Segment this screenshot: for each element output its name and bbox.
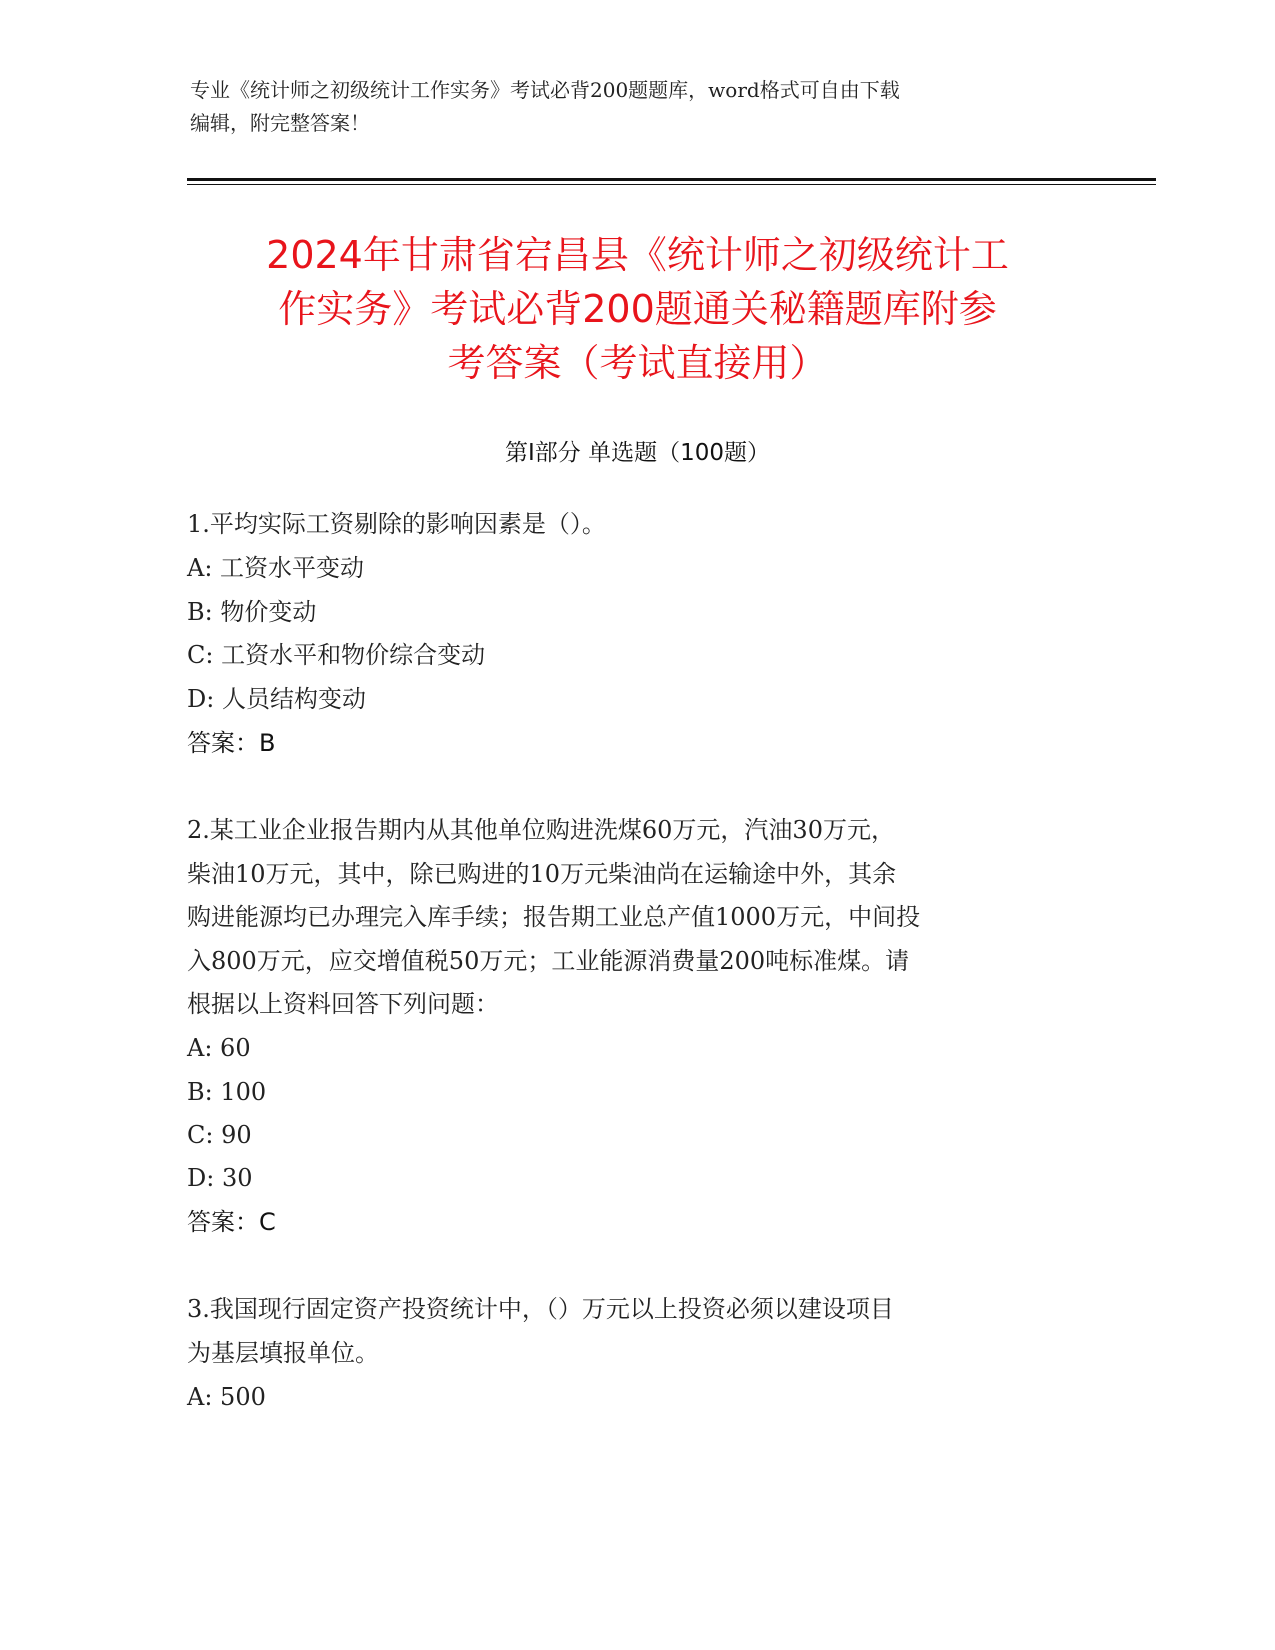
question-2-text-line-1: 2.某工业企业报告期内从其他单位购进洗煤60万元，汽油30万元， [187,816,895,844]
question-2-option-b: B: 100 [187,1078,267,1106]
question-3-text-line-1: 3.我国现行固定资产投资统计中，（）万元以上投资必须以建设项目 [187,1295,894,1323]
document-title-line-1: 2024年甘肃省宕昌县《统计师之初级统计工 [266,233,1009,277]
document-title-line-2: 作实务》考试必背200题通关秘籍题库附参 [278,287,997,331]
question-2-option-c: C: 90 [187,1121,252,1149]
header-note [190,74,1090,140]
document-title [150,228,1125,390]
document-title-line-3: 考答案（考试直接用） [447,341,828,385]
question-2-option-a: A: 60 [187,1034,251,1062]
header-note-line-2: 编辑，附完整答案！ [190,111,370,135]
question-3-option-a: A: 500 [187,1383,266,1411]
question-1-option-c: C: 工资水平和物价综合变动 [187,641,486,669]
header-divider-thick [187,178,1156,181]
question-1-text-line-1: 1.平均实际工资剔除的影响因素是（）。 [187,510,606,538]
question-1-option-b: B: 物价变动 [187,598,317,626]
question-2-option-d: D: 30 [187,1164,253,1192]
header-note-line-1: 专业《统计师之初级统计工作实务》考试必背200题题库，word格式可自由下载 [190,78,900,102]
question-2-text-line-5: 根据以上资料回答下列问题： [187,990,499,1018]
question-1-option-d: D: 人员结构变动 [187,685,366,713]
header-divider-thin [187,184,1156,185]
question-2-answer: 答案：C [187,1208,276,1236]
question-2-text-line-4: 入800万元，应交增值税50万元；工业能源消费量200吨标准煤。请 [187,947,910,975]
section-heading: 第I部分 单选题（100题） [505,440,770,466]
question-2-text-line-3: 购进能源均已办理完入库手续；报告期工业总产值1000万元，中间投 [187,903,921,931]
question-3-text-line-2: 为基层填报单位。 [187,1339,379,1367]
question-1-option-a: A: 工资水平变动 [187,554,365,582]
question-1-answer: 答案：B [187,729,276,757]
question-2-text-line-2: 柴油10万元，其中，除已购进的10万元柴油尚在运输途中外，其余 [187,860,897,888]
